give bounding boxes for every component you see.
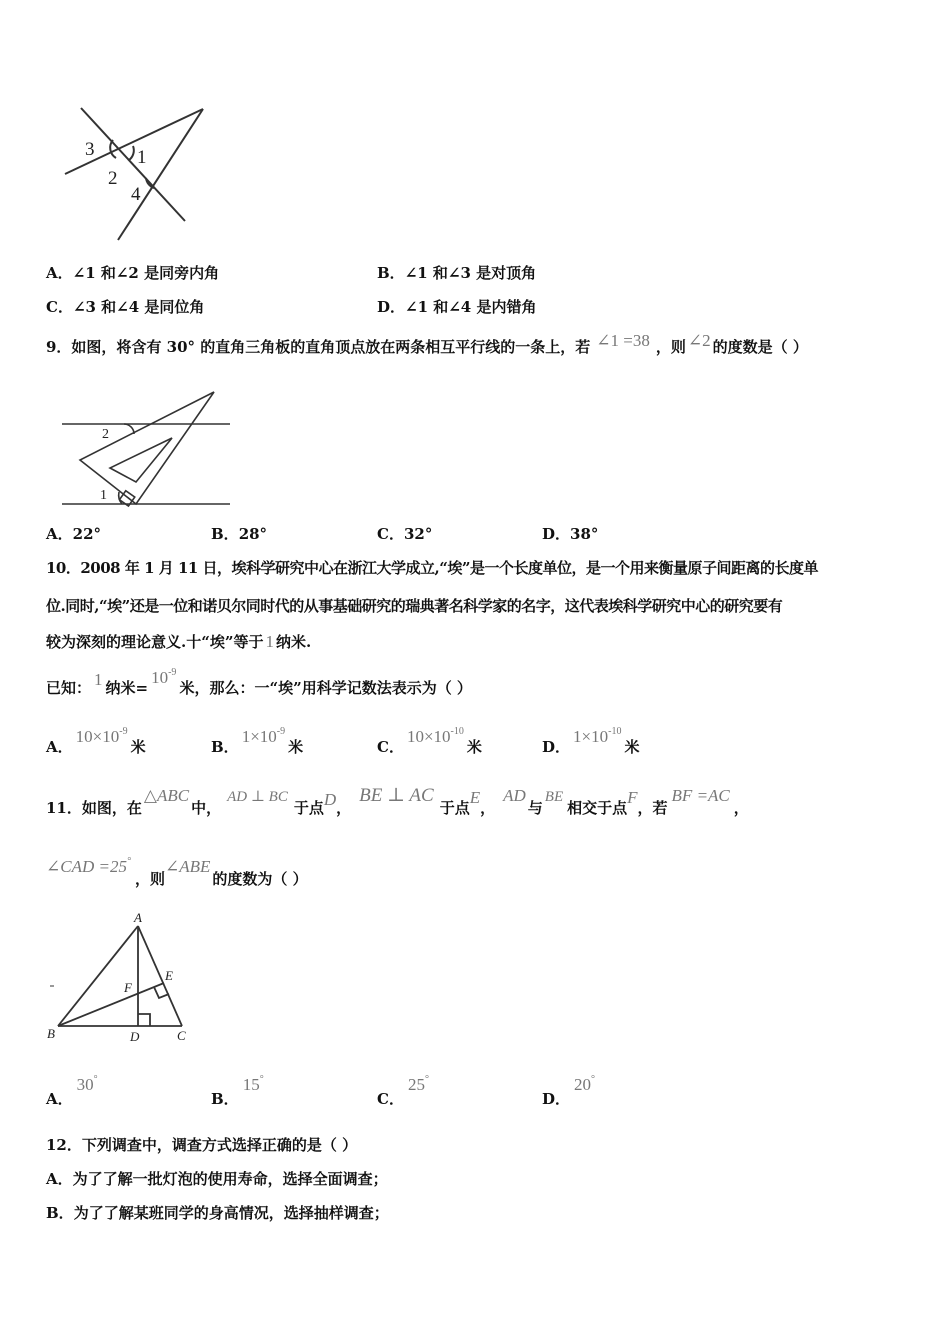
q12-option-a: A．为了了解一批灯泡的使用寿命，选择全面调查； xyxy=(46,1170,388,1188)
q8-label-1: 1 xyxy=(137,147,147,168)
q12-option-b: B．为了了解某班同学的身高情况，选择抽样调查； xyxy=(46,1204,389,1222)
q9-stem: 9．如图，将含有 30° 的直角三角板的直角顶点放在两条相互平行线的一条上，若 ∠1 =38 ，则 ∠2 的度数是（ ） xyxy=(46,331,808,356)
q10-line-3: 较为深刻的理论意义.十“埃”等于 1 纳米. xyxy=(46,632,312,651)
q11-option-c: C．25° xyxy=(377,1074,429,1108)
q11-label-f: F xyxy=(124,980,132,995)
q11-option-d: D．20° xyxy=(542,1074,596,1108)
q10-line-2: 位.同时,“埃”还是一位和诺贝尔同时代的从事基础研究的瑞典著名科学家的名字，这代表埃科学研究中心的研究要有 xyxy=(46,597,783,615)
q11-label-d: D xyxy=(130,1029,140,1044)
q9-option-d: D．38° xyxy=(542,525,599,543)
q10-line-4: 已知： 1 纳米$=10^{-9}$米，那么：一“埃”用科学记数法表示为（ ） xyxy=(46,667,472,697)
q8-label-3: 3 xyxy=(85,139,95,160)
q8-option-d: D．∠1 和∠4 是内错角 xyxy=(377,298,537,316)
q9-figure xyxy=(58,388,233,510)
q10-option-a: A．$10\times 10^{-9}$米 xyxy=(46,726,146,756)
q10-option-b: B．$1\times 10^{-9}$米 xyxy=(211,726,304,756)
q11-label-e: E xyxy=(165,968,173,983)
q9-option-b: B．28° xyxy=(211,525,268,543)
q8-option-c: C．∠3 和∠4 是同位角 xyxy=(46,298,205,316)
q9-option-c: C．32° xyxy=(377,525,433,543)
q11-label-c: C xyxy=(177,1028,186,1043)
q11-figure xyxy=(44,910,194,1045)
q8-label-4: 4 xyxy=(131,184,141,205)
q11-option-a: A．30° xyxy=(46,1074,98,1108)
q10-line-1: 10．2008 年 1 月 11 日，埃科学研究中心在浙江大学成立,“埃”是一个长度单位，是一个用来衡量原子间距离的长度单 xyxy=(46,559,819,577)
q8-option-b: B．∠1 和∠3 是对顶角 xyxy=(377,264,537,282)
q12-stem: 12．下列调查中，调查方式选择正确的是（ ） xyxy=(46,1136,358,1154)
q8-figure xyxy=(55,100,205,250)
q10-option-c: C．$10\times 10^{-10}$米 xyxy=(377,726,482,756)
q8-option-a: A．∠1 和∠2 是同旁内角 xyxy=(46,264,220,282)
q10-option-d: D．$1\times 10^{-10}$米 xyxy=(542,726,640,756)
q11-label-a: A xyxy=(134,910,142,925)
q8-label-2: 2 xyxy=(108,168,118,189)
q9-option-a: A．22° xyxy=(46,525,102,543)
q9-label-2: 2 xyxy=(102,427,109,442)
q11-stem-line-2: ∠CAD =25°，则∠ABE的度数为（ ） xyxy=(46,856,308,888)
q11-option-b: B．15° xyxy=(211,1074,264,1108)
q11-label-b: B xyxy=(47,1026,55,1041)
q11-stem-line-1: 11．如图，在△ABC中，AD ⊥ BC于点D，BE ⊥ AC于点E，AD与BE相交于点F，若BF =AC， xyxy=(46,785,749,817)
q9-label-1: 1 xyxy=(100,488,107,503)
